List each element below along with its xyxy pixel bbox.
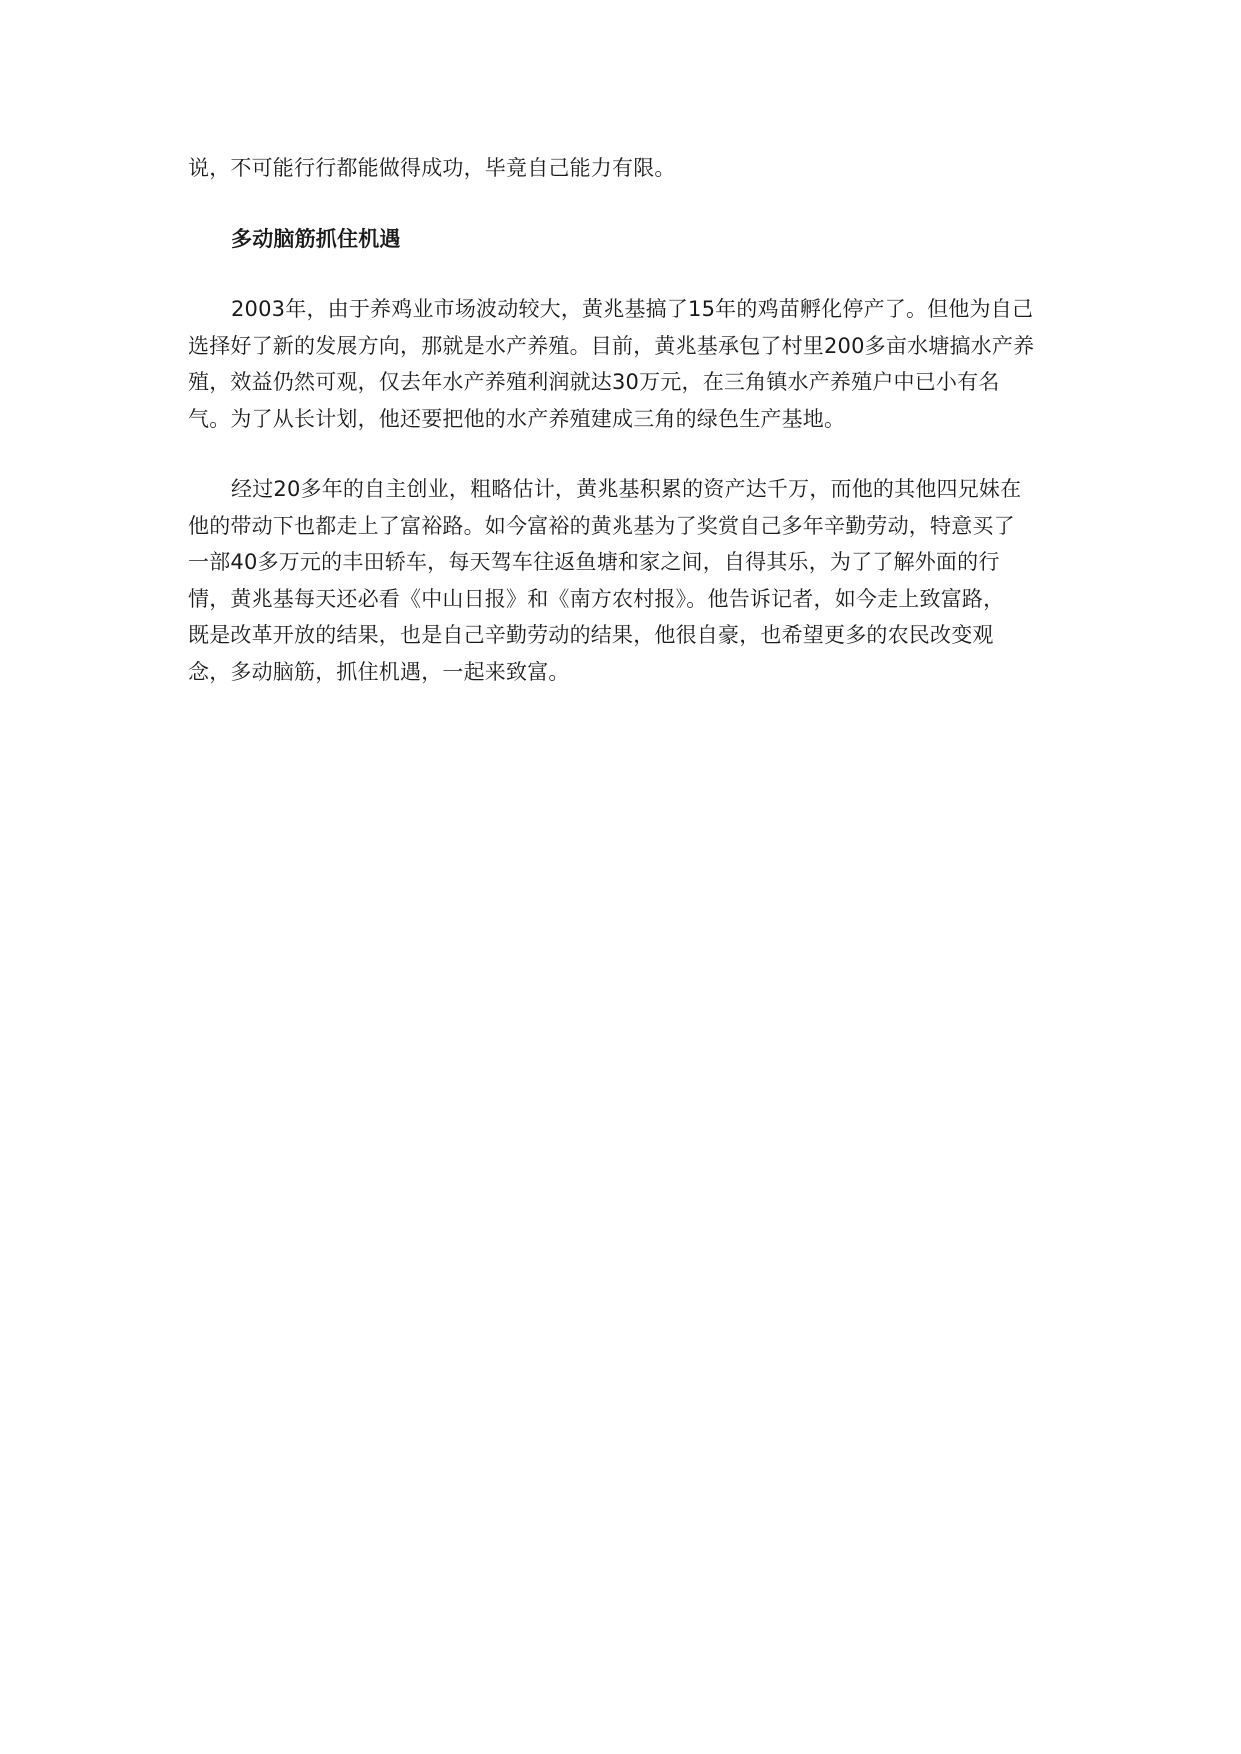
body-paragraph-2: 经过20多年的自主创业，粗略估计，黄兆基积累的资产达千万，而他的其他四兄妹在 他的带动下也都走上了富裕路。如今富裕的黄兆基为了奖赏自己多年辛勤劳动，特意买了 一部40多万元的丰田轿车，每天驾车往返鱼塘和家之间，自得其乐，为了了解外面的行 情，黄兆基每天还必看《中山日报》和《南方农村报》。他告诉记者，如今走上致富路， 既是改革开放的结果，也是自己辛勤劳动的结果，他很自豪，也希望更多的农民改变观 念，多动脑筋，抓住机遇，一起来致富。 [188,477,1022,684]
body-paragraph-1: 2003年，由于养鸡业市场波动较大，黄兆基搞了15年的鸡苗孵化停产了。但他为自己 选择好了新的发展方向，那就是水产养殖。目前，黄兆基承包了村里200多亩水塘搞水产养 殖，效益仍然可观，仅去年水产养殖利润就达30万元，在三角镇水产养殖户中已小有名 气。为了从长计划，他还要把他的水产养殖建成三角的绿色生产基地。 [188,297,1035,431]
continuation-paragraph: 说，不可能行行都能做得成功，毕竟自己能力有限。 [188,156,676,180]
document-page [188,150,1053,724]
section-heading: 多动脑筋抓住机遇 [231,226,401,251]
